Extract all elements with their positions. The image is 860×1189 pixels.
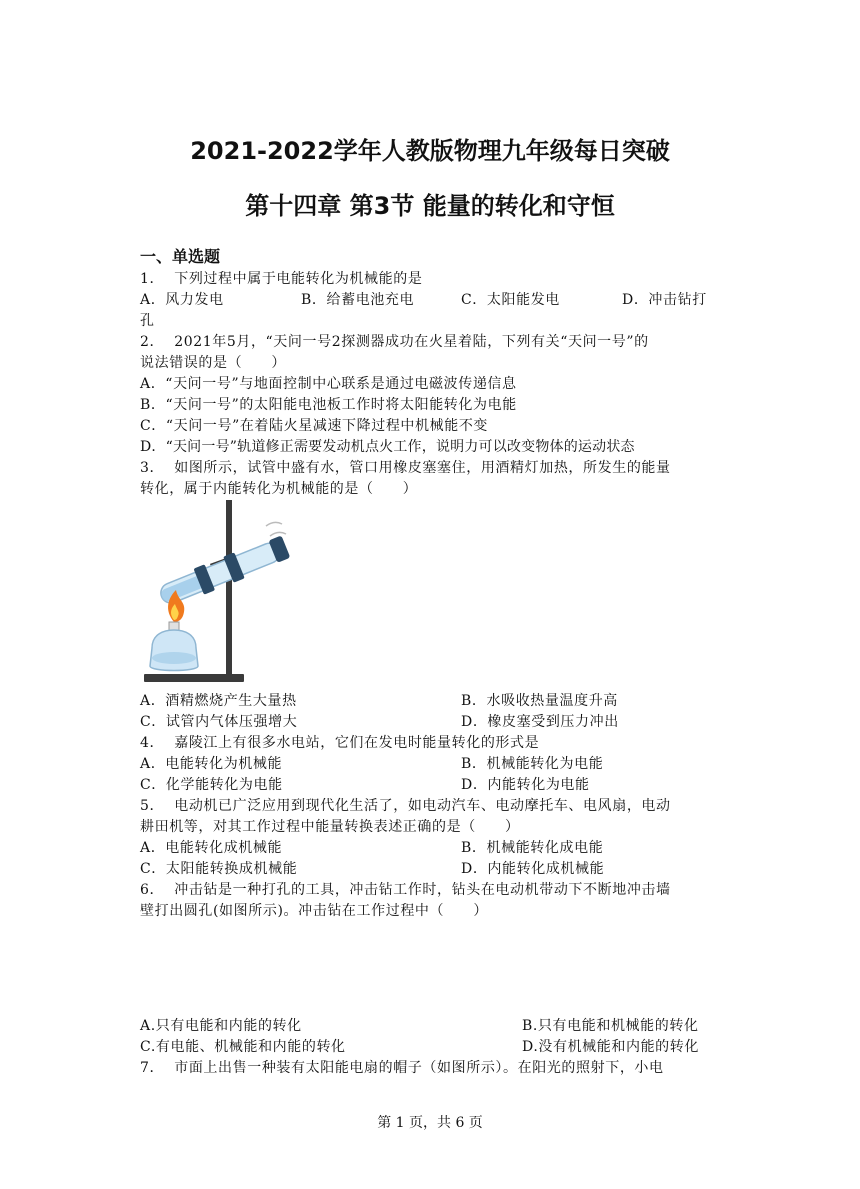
question-2 (140, 331, 649, 351)
question-number: 4． (140, 735, 165, 751)
q6-option-b: B.只有电能和机械能的转化 (522, 1018, 699, 1034)
q2-option-a: A．“天问一号”与地面控制中心联系是通过电磁波传递信息 (140, 376, 517, 392)
q1-option-c: C．太阳能发电 (461, 292, 560, 308)
question-number: 1． (140, 271, 165, 287)
question-6 (140, 879, 671, 899)
q1-option-a: A．风力发电 (140, 292, 224, 308)
q5-option-b: B．机械能转化成电能 (461, 840, 604, 856)
q5-option-c: C．太阳能转换成机械能 (140, 861, 298, 877)
question-number: 5． (140, 798, 165, 814)
q6-option-d: D.没有机械能和内能的转化 (522, 1039, 699, 1055)
page-footer: 第 1 页，共 6 页 (377, 1115, 483, 1131)
q3-option-d: D．橡皮塞受到压力冲出 (461, 714, 619, 730)
q3-option-a: A．酒精燃烧产生大量热 (140, 693, 297, 709)
question-stem-continued: 壁打出圆孔(如图所示)。冲击钻在工作过程中（ ） (140, 903, 488, 919)
question-7 (140, 1057, 664, 1077)
q4-option-b: B．机械能转化为电能 (461, 756, 604, 772)
question-5 (140, 795, 671, 815)
q4-option-d: D．内能转化为电能 (461, 777, 590, 793)
question-number: 6． (140, 882, 165, 898)
q2-option-b: B．“天问一号”的太阳能电池板工作时将太阳能转化为电能 (140, 397, 517, 413)
q4-option-a: A．电能转化为机械能 (140, 756, 283, 772)
question-stem-continued: 转化，属于内能转化为机械能的是（ ） (140, 481, 418, 497)
q3-option-c: C．试管内气体压强增大 (140, 714, 298, 730)
question-stem-continued: 耕田机等，对其工作过程中能量转换表述正确的是（ ） (140, 819, 520, 835)
q1-option-wrap: 孔 (140, 313, 155, 329)
question-stem-continued: 说法错误的是（ ） (140, 355, 286, 371)
question-stem: 嘉陵江上有很多水电站，它们在发电时能量转化的形式是 (174, 735, 540, 751)
question-number: 3． (140, 460, 165, 476)
q1-option-b: B．给蓄电池充电 (301, 292, 415, 308)
question-3 (140, 457, 671, 477)
q4-option-c: C．化学能转化为电能 (140, 777, 283, 793)
question-stem: 电动机已广泛应用到现代化生活了，如电动汽车、电动摩托车、电风扇，电动 (174, 798, 671, 814)
question-number: 7． (140, 1060, 165, 1076)
q2-option-c: C．“天问一号”在着陆火星减速下降过程中机械能不变 (140, 418, 489, 434)
q5-option-d: D．内能转化成机械能 (461, 861, 605, 877)
q5-option-a: A．电能转化成机械能 (140, 840, 283, 856)
question-number: 2． (140, 334, 165, 350)
question-1 (140, 268, 422, 288)
chapter-subtitle: 第十四章 第3节 能量的转化和守恒 (245, 192, 615, 220)
page-title: 2021-2022学年人教版物理九年级每日突破 (190, 137, 670, 165)
question-stem: 如图所示，试管中盛有水，管口用橡皮塞塞住，用酒精灯加热，所发生的能量 (174, 460, 671, 476)
question-stem: 冲击钻是一种打孔的工具，冲击钻工作时，钻头在电动机带动下不断地冲击墙 (174, 882, 671, 898)
q6-option-c: C.有电能、机械能和内能的转化 (140, 1039, 346, 1055)
q1-option-d: D．冲击钻打 (622, 292, 707, 308)
question-4 (140, 732, 539, 752)
test-tube-heating-figure (138, 498, 308, 688)
question-stem: 下列过程中属于电能转化为机械能的是 (174, 271, 423, 287)
q6-option-a: A.只有电能和内能的转化 (140, 1018, 302, 1034)
question-stem: 市面上出售一种装有太阳能电扇的帽子（如图所示）。在阳光的照射下，小电 (174, 1060, 664, 1076)
q3-option-b: B．水吸收热量温度升高 (461, 693, 618, 709)
question-stem: 2021年5月，“天问一号2探测器成功在火星着陆，下列有关“天问一号”的 (174, 334, 649, 350)
section-heading: 一、单选题 (140, 247, 221, 266)
q2-option-d: D．“天问一号”轨道修正需要发动机点火工作，说明力可以改变物体的运动状态 (140, 439, 635, 455)
